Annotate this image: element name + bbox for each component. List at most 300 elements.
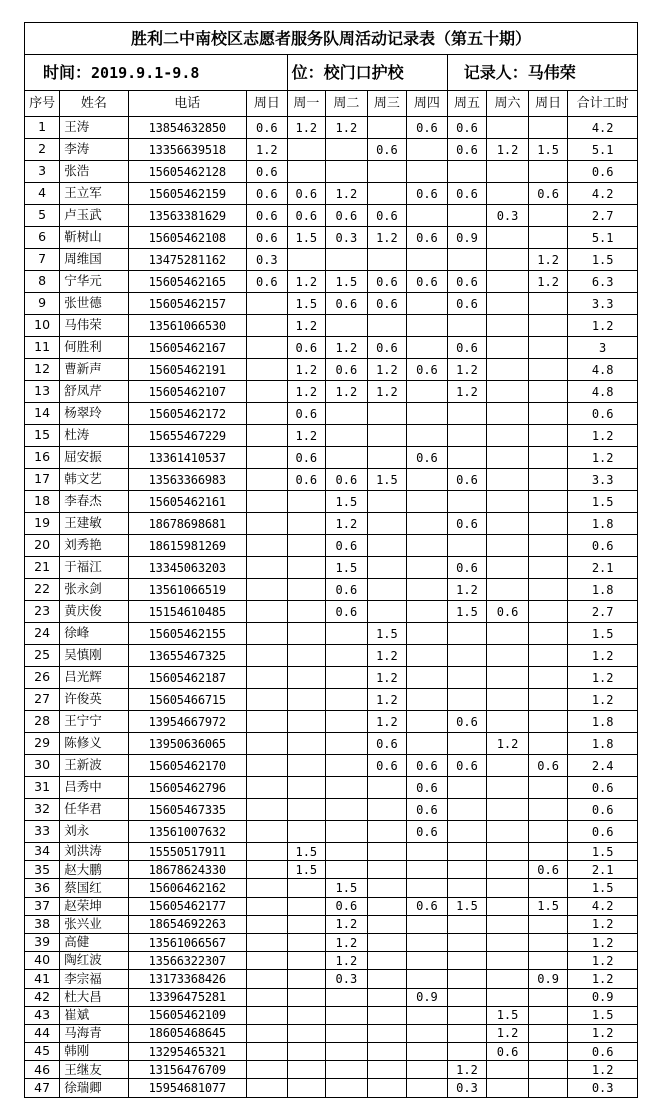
cell-sun [247,821,288,843]
cell-sun [247,337,288,359]
cell-mon [287,601,325,623]
cell-name: 吴慎刚 [60,645,128,667]
cell-phone: 13396475281 [128,988,247,1006]
cell-sun [247,315,288,337]
cell-seq: 15 [25,425,60,447]
cell-wed [367,117,407,139]
recorder-value: 马伟荣 [527,62,576,82]
cell-mon [287,645,325,667]
cell-total: 1.2 [568,952,638,970]
cell-phone: 13854632850 [128,117,247,139]
cell-fri: 0.6 [447,139,487,161]
cell-sat: 0.6 [487,601,529,623]
cell-total: 1.2 [568,933,638,951]
cell-mon [287,1043,325,1061]
cell-tue: 0.6 [326,359,368,381]
cell-name: 马伟荣 [60,315,128,337]
cell-sun2: 0.6 [528,755,568,777]
table-row [25,491,638,513]
time-value: 2019.9.1-9.8 [91,63,200,82]
cell-phone: 15605462161 [128,491,247,513]
cell-tue [326,799,368,821]
cell-name: 王宁宁 [60,711,128,733]
cell-thu: 0.6 [407,183,448,205]
cell-total: 0.6 [568,161,638,183]
cell-tue: 1.5 [326,271,368,293]
cell-wed [367,952,407,970]
cell-wed [367,491,407,513]
cell-sun2 [528,915,568,933]
cell-thu [407,1024,448,1042]
cell-name: 王建敏 [60,513,128,535]
cell-name: 韩刚 [60,1043,128,1061]
cell-sat [487,579,529,601]
cell-wed: 1.2 [367,381,407,403]
cell-sun2 [528,667,568,689]
cell-sat [487,117,529,139]
cell-name: 崔斌 [60,1006,128,1024]
cell-thu [407,139,448,161]
cell-total: 4.8 [568,359,638,381]
cell-total: 1.5 [568,1006,638,1024]
cell-sat: 1.2 [487,1024,529,1042]
cell-mon: 0.6 [287,183,325,205]
cell-sun: 0.6 [247,271,288,293]
table-row [25,1024,638,1042]
cell-tue [326,623,368,645]
cell-tue [326,139,368,161]
cell-sun2 [528,447,568,469]
cell-total: 0.3 [568,1079,638,1097]
cell-wed [367,579,407,601]
cell-tue: 1.2 [326,933,368,951]
cell-thu [407,952,448,970]
cell-sat [487,821,529,843]
cell-total: 1.2 [568,447,638,469]
cell-sun2 [528,535,568,557]
cell-fri [447,535,487,557]
cell-thu [407,381,448,403]
cell-wed [367,1061,407,1079]
cell-name: 李春杰 [60,491,128,513]
cell-total: 1.2 [568,667,638,689]
cell-sun [247,1061,288,1079]
cell-wed: 1.2 [367,359,407,381]
cell-mon: 0.6 [287,469,325,491]
cell-name: 杨翠玲 [60,403,128,425]
cell-phone: 15154610485 [128,601,247,623]
cell-sun2 [528,557,568,579]
cell-seq: 41 [25,970,60,988]
cell-fri [447,425,487,447]
cell-mon [287,249,325,271]
cell-wed [367,535,407,557]
cell-seq: 20 [25,535,60,557]
cell-seq: 25 [25,645,60,667]
table-row [25,271,638,293]
cell-mon [287,139,325,161]
cell-seq: 39 [25,933,60,951]
header-sat: 周六 [487,91,529,117]
cell-tue: 0.6 [326,293,368,315]
cell-seq: 13 [25,381,60,403]
table-row [25,601,638,623]
cell-tue: 0.6 [326,897,368,915]
table-row [25,915,638,933]
cell-thu: 0.6 [407,777,448,799]
table-row [25,1043,638,1061]
cell-phone: 15606462162 [128,879,247,897]
cell-phone: 15605462796 [128,777,247,799]
cell-name: 张永剑 [60,579,128,601]
cell-mon: 0.6 [287,447,325,469]
cell-sun2: 1.2 [528,249,568,271]
cell-phone: 15605462108 [128,227,247,249]
cell-seq: 26 [25,667,60,689]
cell-mon: 1.5 [287,293,325,315]
cell-name: 杜涛 [60,425,128,447]
cell-sun [247,491,288,513]
cell-wed: 0.6 [367,733,407,755]
table-row [25,447,638,469]
cell-phone: 15605462155 [128,623,247,645]
cell-seq: 12 [25,359,60,381]
cell-fri: 1.2 [447,359,487,381]
cell-name: 马海青 [60,1024,128,1042]
cell-name: 赵荣坤 [60,897,128,915]
table-row [25,359,638,381]
table-row [25,733,638,755]
cell-sun [247,1024,288,1042]
cell-fri [447,1043,487,1061]
cell-sat [487,915,529,933]
cell-name: 王继友 [60,1061,128,1079]
cell-thu [407,469,448,491]
cell-sat [487,843,529,861]
cell-sun2 [528,579,568,601]
cell-name: 高健 [60,933,128,951]
cell-phone: 13566322307 [128,952,247,970]
cell-fri [447,491,487,513]
activity-record-table [24,22,638,1098]
table-row [25,139,638,161]
table-row [25,1079,638,1097]
cell-phone: 13173368426 [128,970,247,988]
cell-sun2: 1.5 [528,139,568,161]
cell-wed [367,557,407,579]
cell-wed: 1.2 [367,711,407,733]
cell-phone: 18654692263 [128,915,247,933]
cell-thu [407,843,448,861]
cell-seq: 32 [25,799,60,821]
header-total: 合计工时 [568,91,638,117]
cell-total: 4.2 [568,117,638,139]
cell-sun [247,843,288,861]
cell-name: 陈修义 [60,733,128,755]
cell-sat [487,469,529,491]
cell-fri: 0.6 [447,271,487,293]
place-label: 位： [291,62,324,82]
table-row [25,988,638,1006]
cell-mon: 1.2 [287,425,325,447]
cell-sat [487,293,529,315]
cell-seq: 18 [25,491,60,513]
table-row [25,667,638,689]
cell-phone: 15655467229 [128,425,247,447]
cell-mon: 1.2 [287,359,325,381]
cell-tue: 1.2 [326,117,368,139]
table-row [25,425,638,447]
cell-mon [287,689,325,711]
cell-seq: 43 [25,1006,60,1024]
header-row [25,91,638,117]
cell-seq: 40 [25,952,60,970]
table-row [25,897,638,915]
cell-sun [247,970,288,988]
cell-fri: 0.6 [447,183,487,205]
table-row [25,821,638,843]
cell-name: 王涛 [60,117,128,139]
cell-seq: 21 [25,557,60,579]
cell-tue [326,1079,368,1097]
table-row [25,337,638,359]
cell-mon [287,1024,325,1042]
cell-total: 4.2 [568,183,638,205]
cell-thu [407,933,448,951]
cell-wed [367,601,407,623]
cell-fri [447,249,487,271]
cell-mon [287,1079,325,1097]
cell-mon [287,711,325,733]
table-row [25,623,638,645]
cell-sun2 [528,799,568,821]
cell-total: 1.2 [568,645,638,667]
cell-seq: 3 [25,161,60,183]
cell-sun2 [528,315,568,337]
cell-sun [247,293,288,315]
cell-wed [367,315,407,337]
cell-fri [447,1024,487,1042]
cell-phone: 15605462109 [128,1006,247,1024]
cell-phone: 13561066519 [128,579,247,601]
cell-seq: 8 [25,271,60,293]
cell-tue: 0.3 [326,970,368,988]
cell-sun2 [528,733,568,755]
cell-tue [326,755,368,777]
cell-thu: 0.6 [407,897,448,915]
cell-sun2 [528,1061,568,1079]
cell-sun2 [528,623,568,645]
cell-total: 0.6 [568,777,638,799]
cell-total: 1.2 [568,1061,638,1079]
cell-mon: 1.5 [287,843,325,861]
cell-phone: 18615981269 [128,535,247,557]
cell-sun [247,425,288,447]
table-row [25,755,638,777]
cell-fri [447,777,487,799]
cell-wed [367,897,407,915]
cell-tue [326,1043,368,1061]
cell-mon: 1.2 [287,271,325,293]
cell-sun [247,1006,288,1024]
cell-mon: 0.6 [287,205,325,227]
cell-name: 李涛 [60,139,128,161]
cell-phone: 13156476709 [128,1061,247,1079]
cell-fri [447,843,487,861]
cell-thu: 0.9 [407,988,448,1006]
table-row [25,645,638,667]
cell-tue: 0.6 [326,601,368,623]
cell-fri: 0.6 [447,293,487,315]
cell-sun: 0.6 [247,205,288,227]
cell-name: 王立军 [60,183,128,205]
cell-tue [326,425,368,447]
cell-wed [367,425,407,447]
cell-name: 卢玉武 [60,205,128,227]
cell-sat [487,755,529,777]
cell-total: 1.8 [568,711,638,733]
cell-sat [487,249,529,271]
table-row [25,861,638,879]
place-value: 校门口护校 [323,62,404,82]
cell-mon: 0.6 [287,337,325,359]
cell-tue: 0.3 [326,227,368,249]
cell-sun2 [528,952,568,970]
cell-tue: 0.6 [326,469,368,491]
cell-total: 3.3 [568,293,638,315]
cell-sun [247,711,288,733]
cell-wed [367,513,407,535]
cell-name: 于福江 [60,557,128,579]
cell-mon: 1.2 [287,117,325,139]
table-row [25,777,638,799]
cell-sun [247,777,288,799]
cell-sun [247,403,288,425]
cell-sun [247,623,288,645]
cell-sat: 1.2 [487,139,529,161]
cell-seq: 6 [25,227,60,249]
cell-phone: 15550517911 [128,843,247,861]
cell-sat [487,689,529,711]
cell-sun2 [528,469,568,491]
cell-phone: 13295465321 [128,1043,247,1061]
cell-tue [326,843,368,861]
cell-sat [487,711,529,733]
cell-total: 5.1 [568,139,638,161]
cell-sun2 [528,293,568,315]
cell-seq: 9 [25,293,60,315]
cell-sat [487,1079,529,1097]
cell-name: 刘永 [60,821,128,843]
cell-mon [287,915,325,933]
table-row [25,205,638,227]
cell-name: 王新波 [60,755,128,777]
cell-sat [487,988,529,1006]
cell-total: 1.8 [568,513,638,535]
cell-sun2 [528,403,568,425]
cell-phone: 15605462165 [128,271,247,293]
cell-sat [487,623,529,645]
cell-thu [407,249,448,271]
cell-sat [487,315,529,337]
cell-seq: 35 [25,861,60,879]
cell-sat [487,227,529,249]
cell-sun [247,447,288,469]
cell-seq: 27 [25,689,60,711]
cell-thu [407,535,448,557]
cell-wed [367,161,407,183]
cell-total: 1.5 [568,249,638,271]
cell-sun2 [528,843,568,861]
cell-sun [247,601,288,623]
cell-tue: 0.6 [326,579,368,601]
cell-mon [287,777,325,799]
cell-wed: 1.2 [367,667,407,689]
cell-name: 张兴业 [60,915,128,933]
recorder-label: 记录人： [463,62,528,82]
cell-sun [247,557,288,579]
cell-mon [287,879,325,897]
cell-fri [447,161,487,183]
cell-name: 曹新声 [60,359,128,381]
table-row [25,799,638,821]
cell-total: 0.9 [568,988,638,1006]
cell-total: 1.8 [568,579,638,601]
cell-thu: 0.6 [407,821,448,843]
cell-wed: 1.2 [367,645,407,667]
cell-thu: 0.6 [407,227,448,249]
cell-wed [367,799,407,821]
cell-wed [367,1006,407,1024]
cell-phone: 15605462170 [128,755,247,777]
cell-sat: 1.2 [487,733,529,755]
cell-tue: 1.2 [326,513,368,535]
cell-sun [247,915,288,933]
header-phone: 电话 [128,91,247,117]
cell-fri: 1.2 [447,1061,487,1079]
table-row [25,381,638,403]
cell-sun [247,645,288,667]
header-seq: 序号 [25,91,60,117]
cell-wed [367,447,407,469]
cell-wed [367,403,407,425]
header-mon: 周一 [287,91,325,117]
cell-sun2 [528,1006,568,1024]
cell-seq: 10 [25,315,60,337]
time-label: 时间： [43,62,92,82]
cell-name: 宁华元 [60,271,128,293]
cell-sun: 0.6 [247,227,288,249]
cell-sun [247,799,288,821]
cell-fri [447,645,487,667]
cell-tue [326,315,368,337]
cell-mon: 0.6 [287,403,325,425]
cell-thu: 0.6 [407,117,448,139]
cell-mon [287,161,325,183]
cell-sun2: 1.5 [528,897,568,915]
cell-name: 徐峰 [60,623,128,645]
cell-name: 许俊英 [60,689,128,711]
cell-mon [287,667,325,689]
cell-sun2 [528,689,568,711]
cell-sat [487,970,529,988]
cell-total: 2.4 [568,755,638,777]
cell-fri [447,933,487,951]
cell-sun [247,952,288,970]
cell-total: 0.6 [568,535,638,557]
cell-seq: 23 [25,601,60,623]
cell-tue: 0.6 [326,205,368,227]
